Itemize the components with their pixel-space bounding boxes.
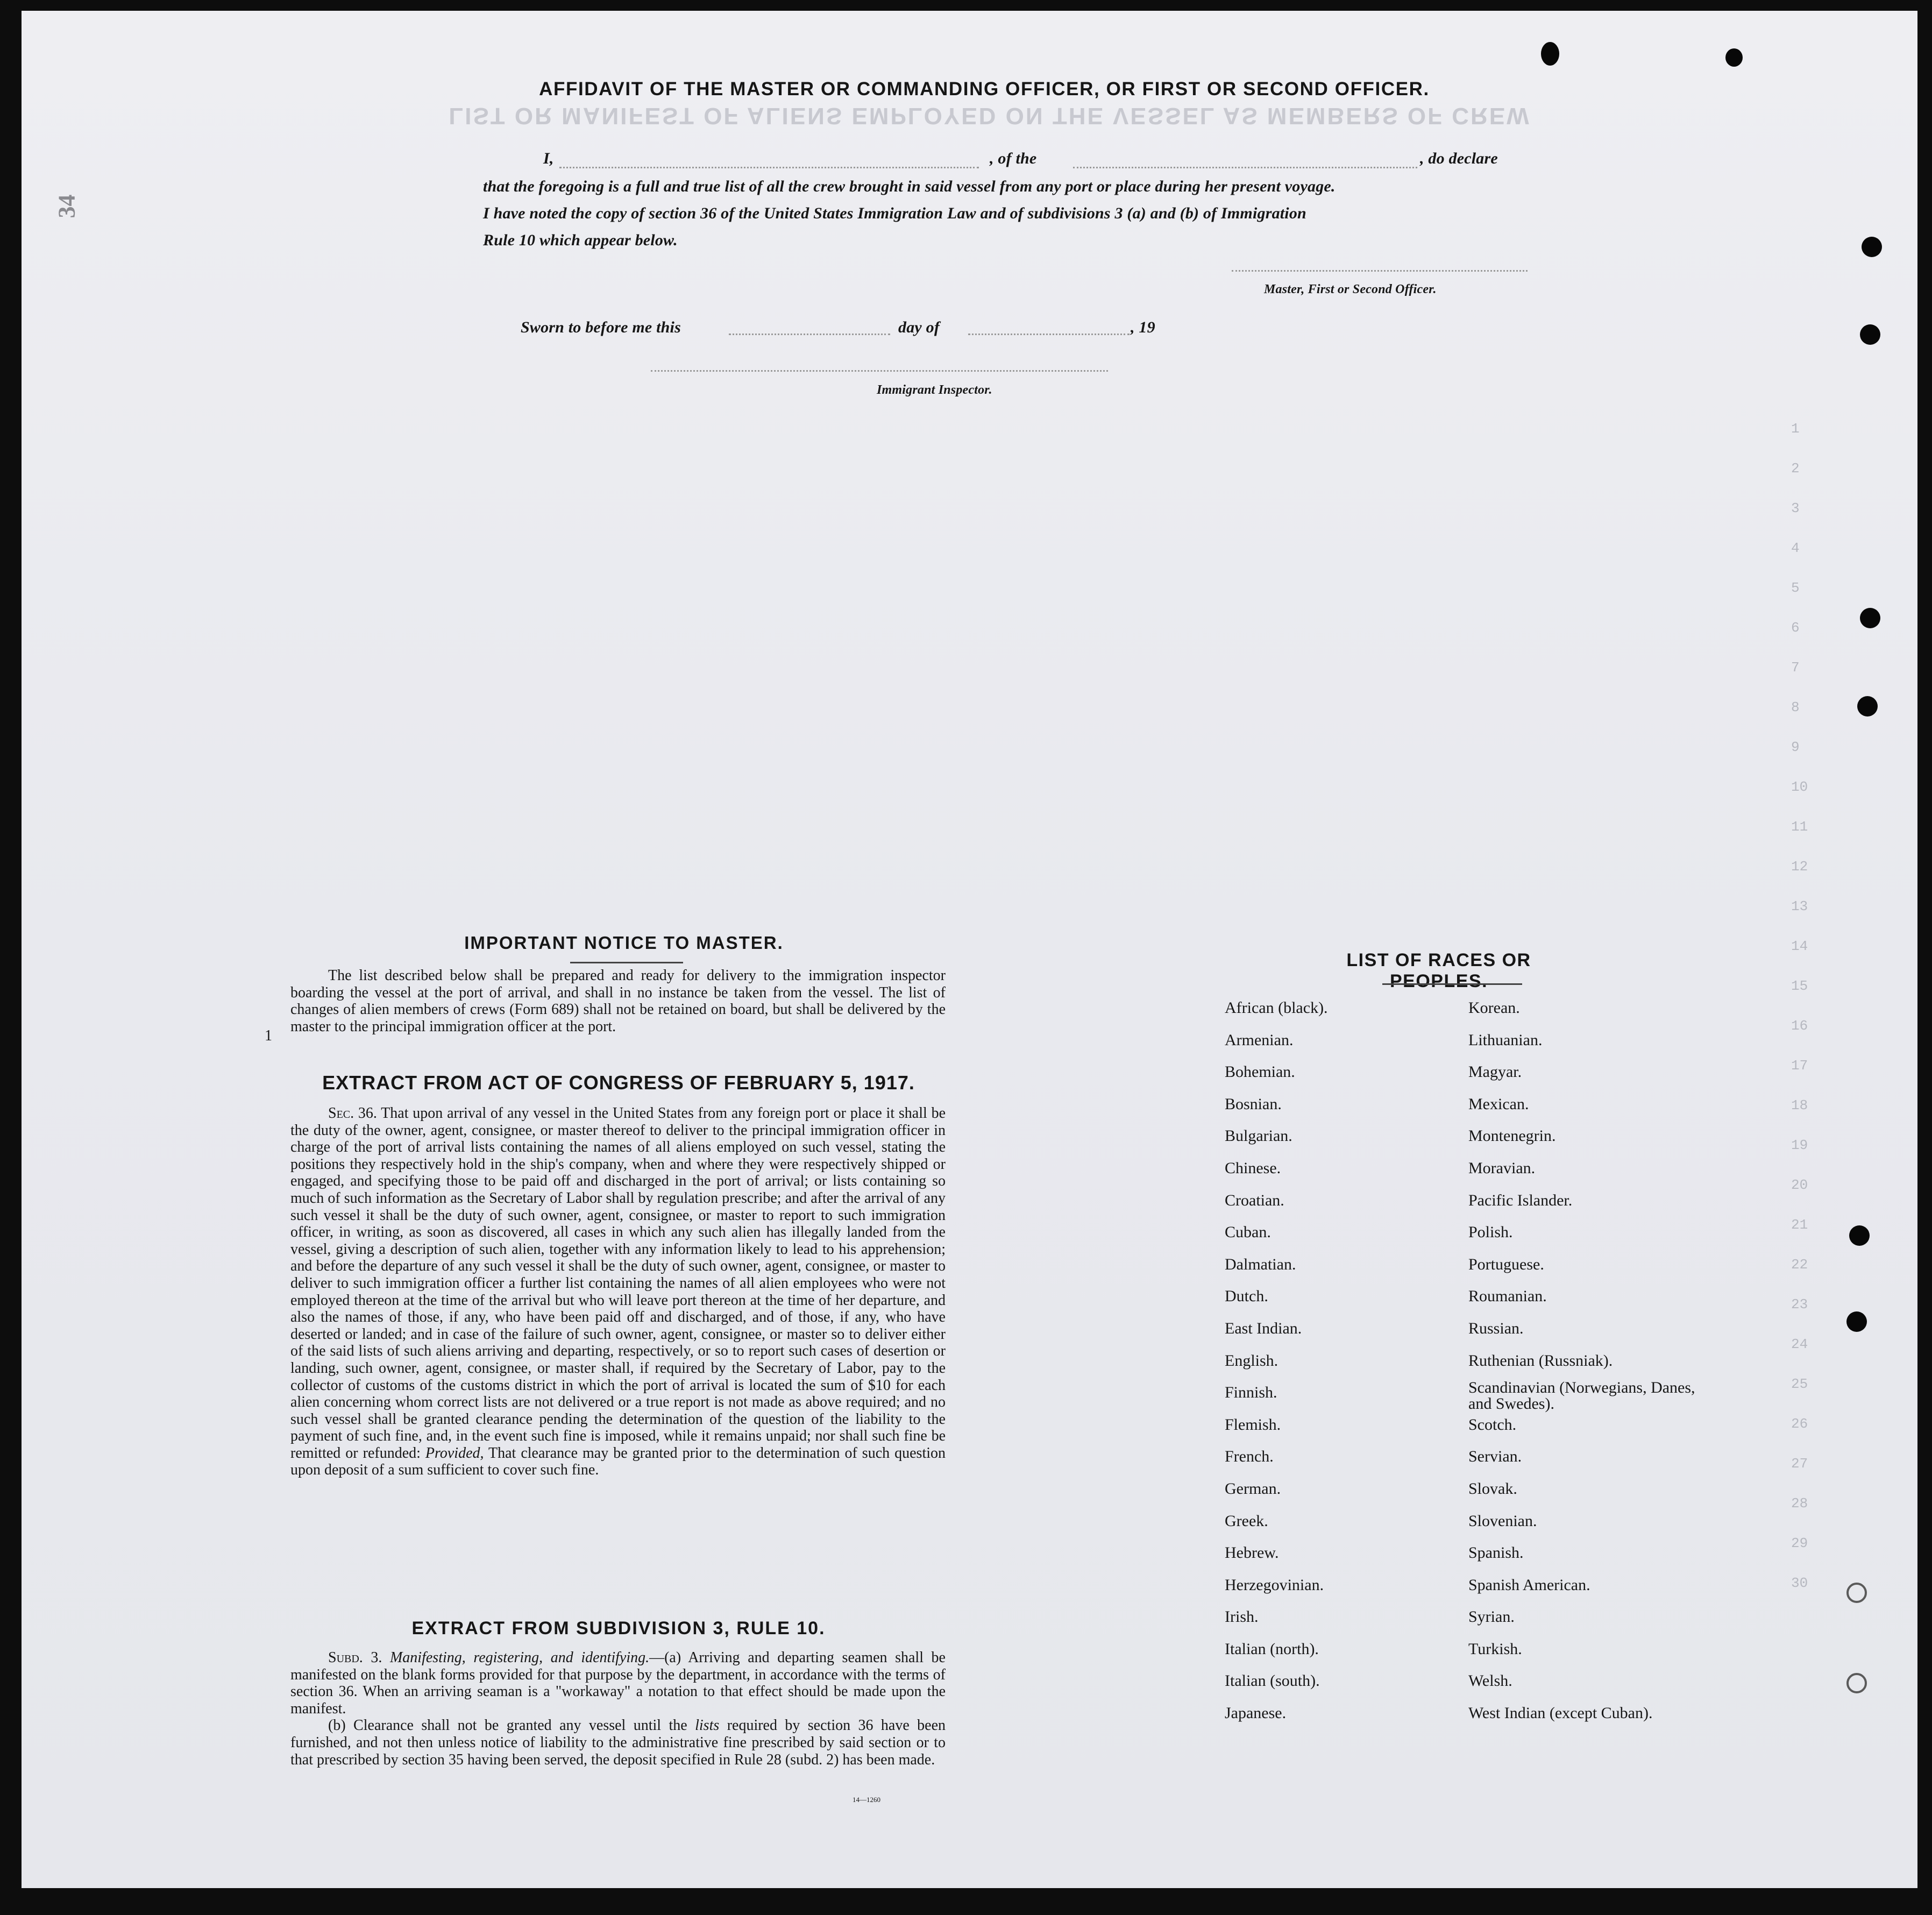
affidavit-do-declare: , do declare [1420,150,1498,167]
race-item: Spanish. [1468,1544,1524,1562]
race-item: Pacific Islander. [1468,1191,1573,1209]
bleed-row-number: 24 [1791,1336,1808,1352]
sworn-year: , 19 [1131,318,1155,336]
race-item: Chinese. [1225,1159,1281,1177]
bleed-row-number: 12 [1791,859,1808,875]
bleed-row-number: 18 [1791,1097,1808,1113]
race-item: Russian. [1468,1319,1524,1337]
notice-underline [570,962,683,963]
race-item: Dutch. [1225,1287,1268,1306]
bleed-row-number: 16 [1791,1018,1808,1034]
race-item: Bosnian. [1225,1095,1282,1113]
bleed-row-number: 1 [1791,421,1800,437]
act-body [290,1105,946,1479]
race-item: Turkish. [1468,1640,1522,1658]
bleed-row-number: 7 [1791,659,1800,676]
act-heading: EXTRACT FROM ACT OF CONGRESS OF FEBRUARY 5, 1917. [322,1072,915,1094]
master-label: Master, First or Second Officer. [1264,282,1437,296]
race-item: Servian. [1468,1448,1522,1466]
bleed-through-row-numbers [1791,409,1813,1603]
sworn-day-of: day of [898,318,940,336]
act-proviso-text: That clearance may be granted prior to the determination of such question upon deposit of a sum sufficient to cover such fine. [290,1444,946,1479]
inspector-signature-line [651,370,1108,372]
affidavit-title: AFFIDAVIT OF THE MASTER OR COMMANDING OFFICER, OR FIRST OR SECOND OFFICER. [539,79,1430,100]
race-item: Portuguese. [1468,1255,1544,1273]
punch-hole-icon [1849,1225,1870,1246]
bleed-row-number: 13 [1791,898,1808,914]
bleed-through-header: LIST OR MANIFEST OF ALIENS EMPLOYED ON THE VESSEL AS MEMBERS OF CREW [449,103,1531,129]
punch-hole-open-icon [1846,1673,1867,1693]
race-item: Croatian. [1225,1191,1284,1209]
race-item: Syrian. [1468,1608,1515,1626]
bleed-row-number: 17 [1791,1058,1808,1074]
race-item: Montenegrin. [1468,1127,1556,1145]
race-item: Bohemian. [1225,1063,1295,1081]
race-item: Roumanian. [1468,1287,1547,1306]
act-proviso-word: Provided, [425,1444,484,1462]
bleed-row-number: 8 [1791,699,1800,715]
race-item: West Indian (except Cuban). [1468,1704,1653,1722]
bleed-row-number: 4 [1791,540,1800,556]
race-item: Mexican. [1468,1095,1529,1113]
race-item: French. [1225,1448,1274,1466]
sworn-prefix: Sworn to before me this [521,318,681,336]
vessel-blank [1073,167,1417,168]
rule-subd-title: Manifesting, registering, and identifying. [389,1649,650,1666]
races-right-column [1468,992,1748,1729]
bleed-row-number: 14 [1791,938,1808,954]
rule-b-text: required by section 36 have been furnished, and not then unless notice of liability to the administrative fine prescribed by said section or to that prescribed by section 35 having been served, the deposit specified in Rule 28 (subd. 2) has been made. [290,1717,946,1768]
punch-hole-icon [1860,324,1880,345]
races-heading: LIST OF RACES OR PEOPLES. [1346,950,1531,991]
left-margin-number: 1 [265,1027,272,1044]
race-item: Finnish. [1225,1384,1277,1402]
race-item: Greek. [1225,1512,1268,1530]
race-item: Bulgarian. [1225,1127,1292,1145]
rule-heading: EXTRACT FROM SUBDIVISION 3, RULE 10. [411,1618,826,1639]
rule-b-prefix: (b) Clearance shall not be granted any vessel until the [328,1717,687,1734]
act-section-label: Sec. 36. [328,1105,377,1122]
bleed-row-number: 6 [1791,620,1800,636]
bleed-row-number: 22 [1791,1257,1808,1273]
master-signature-line [1232,270,1528,272]
race-item: Japanese. [1225,1704,1287,1722]
race-item: Spanish American. [1468,1576,1590,1594]
rule-subd-label: Subd. 3. [328,1649,382,1666]
affidavit-declaration-line [543,150,1541,171]
race-item: Scotch. [1468,1415,1517,1434]
races-left-column [1225,992,1451,1729]
bleed-row-number: 23 [1791,1296,1808,1313]
margin-mark: 34 [53,194,80,218]
rule-body [290,1649,946,1768]
bleed-row-number: 29 [1791,1535,1808,1551]
race-item: Italian (north). [1225,1640,1319,1658]
bleed-row-number: 15 [1791,978,1808,994]
bleed-row-number: 25 [1791,1376,1808,1392]
race-item: Hebrew. [1225,1544,1279,1562]
race-item: Welsh. [1468,1672,1512,1690]
race-item: Scandinavian (Norwegians, Danes, and Swedes). [1468,1379,1695,1413]
affidavit-line-4: Rule 10 which appear below. [483,231,678,249]
bleed-row-number: 26 [1791,1416,1808,1432]
bleed-row-number: 19 [1791,1137,1808,1153]
punch-hole-icon [1862,237,1882,257]
bleed-row-number: 10 [1791,779,1808,795]
race-item: East Indian. [1225,1319,1302,1337]
race-item: Slovenian. [1468,1512,1537,1530]
bleed-row-number: 9 [1791,739,1800,755]
punch-hole-icon [1541,42,1559,66]
name-blank [559,167,979,168]
race-item: Ruthenian (Russniak). [1468,1351,1613,1370]
race-item: English. [1225,1351,1278,1370]
bleed-row-number: 5 [1791,580,1800,596]
bleed-row-number: 28 [1791,1495,1808,1512]
notice-body [290,967,946,1035]
punch-hole-icon [1857,696,1878,717]
race-item: Moravian. [1468,1159,1536,1177]
document-page [22,11,1917,1888]
races-underline [1382,983,1522,985]
bleed-row-number: 2 [1791,460,1800,477]
punch-hole-icon [1846,1311,1867,1332]
affidavit-prefix: I, [543,150,554,167]
race-item: Korean. [1468,999,1520,1017]
bleed-row-number: 27 [1791,1456,1808,1472]
act-text: That upon arrival of any vessel in the United States from any foreign port or place it shall be the duty of the owner, agent, consignee, or master thereof to deliver to the principal immigration officer in charge of the port of arrival lists containing the names of all aliens employed on such vessel, stating the positions they respectively hold in the ship's company, when and where they were respectively shipped or engaged, and specifying those to be paid off and discharged in the port of arrival; or lists containing so much of such information as the Secretary of Labor shall by regulation prescribe; and after the arrival of any such vessel it shall be the duty of such owner, agent, consignee, or master to report to such immigration officer, in writing, as soon as discovered, all cases in which any such alien has illegally landed from the vessel, giving a description of such alien, together with any information likely to lead to his apprehension; and before the departure of any such vessel it shall be the duty of such owner, agent, consignee, or master to deliver to such immigration officer a further list containing the names of all alien employees who were not employed thereon at the time of the arrival but who will leave port thereon at the time of her departure, and also the names of those, if any, who have been paid off and discharged, and of those, if any, who have deserted or landed; and in case of the failure of such owner, agent, consignee, or master so to deliver either of the said lists of such aliens arriving and departing, respectively, or so to report such cases of desertion or landing, such owner, agent, consignee, or master shall, if required by the Secretary of Labor, pay to the collector of customs of the customs district in which the port of arrival is located the sum of $10 for each alien concerning whom correct lists are not delivered or a true report is not made as above required; and no such vessel shall be granted clearance pending the determination of the question of the liability to the payment of such fine, and, in the event such fine is imposed, while it remains unpaid; nor shall such fine be remitted or refunded: [290,1105,946,1462]
race-item: Italian (south). [1225,1672,1320,1690]
race-item: Magyar. [1468,1063,1522,1081]
race-item: German. [1225,1479,1281,1498]
race-item: Herzegovinian. [1225,1576,1324,1594]
race-item: Irish. [1225,1608,1259,1626]
sworn-month-blank [968,334,1130,335]
race-item: Cuban. [1225,1223,1271,1242]
punch-hole-icon [1725,48,1743,67]
rule-a-text: —(a) Arriving and departing seamen shall be manifested on the blank forms provided for that purpose by the department, in accordance with the terms of section 36. When an arriving seaman is a "workaway" a notation to that effect should be made upon the manifest. [290,1649,946,1717]
affidavit-line-3: I have noted the copy of section 36 of the United States Immigration Law and of subdivisions 3 (a) and (b) of Immigration [483,204,1306,222]
punch-hole-icon [1860,608,1880,628]
race-item: Lithuanian. [1468,1031,1543,1049]
race-item: Dalmatian. [1225,1255,1296,1273]
inspector-label: Immigrant Inspector. [877,383,992,397]
bleed-row-number: 11 [1791,819,1808,835]
race-item: African (black). [1225,999,1328,1017]
rule-b-lists: lists [695,1717,720,1734]
punch-hole-open-icon [1846,1583,1867,1603]
sworn-day-blank [729,334,890,335]
bleed-row-number: 21 [1791,1217,1808,1233]
affidavit-line-2: that the foregoing is a full and true list of all the crew brought in said vessel from any port or place during her present voyage. [483,178,1336,195]
race-item: Polish. [1468,1223,1513,1242]
bleed-row-number: 20 [1791,1177,1808,1193]
affidavit-of-the: , of the [990,150,1037,167]
notice-heading: IMPORTANT NOTICE TO MASTER. [464,933,784,953]
race-item: Flemish. [1225,1415,1281,1434]
notice-text: The list described below shall be prepared and ready for delivery to the immigration inspector boarding the vessel at the port of arrival, and shall in no instance be taken from the vessel. The list of changes of alien members of crews (Form 689) shall not be retained on board, but shall be delivered by the master to the principal immigration officer at the port. [290,967,946,1035]
bleed-row-number: 3 [1791,500,1800,516]
race-item: Slovak. [1468,1479,1517,1498]
race-item: Armenian. [1225,1031,1294,1049]
bleed-row-number: 30 [1791,1575,1808,1591]
form-number: 14—1260 [853,1796,880,1804]
